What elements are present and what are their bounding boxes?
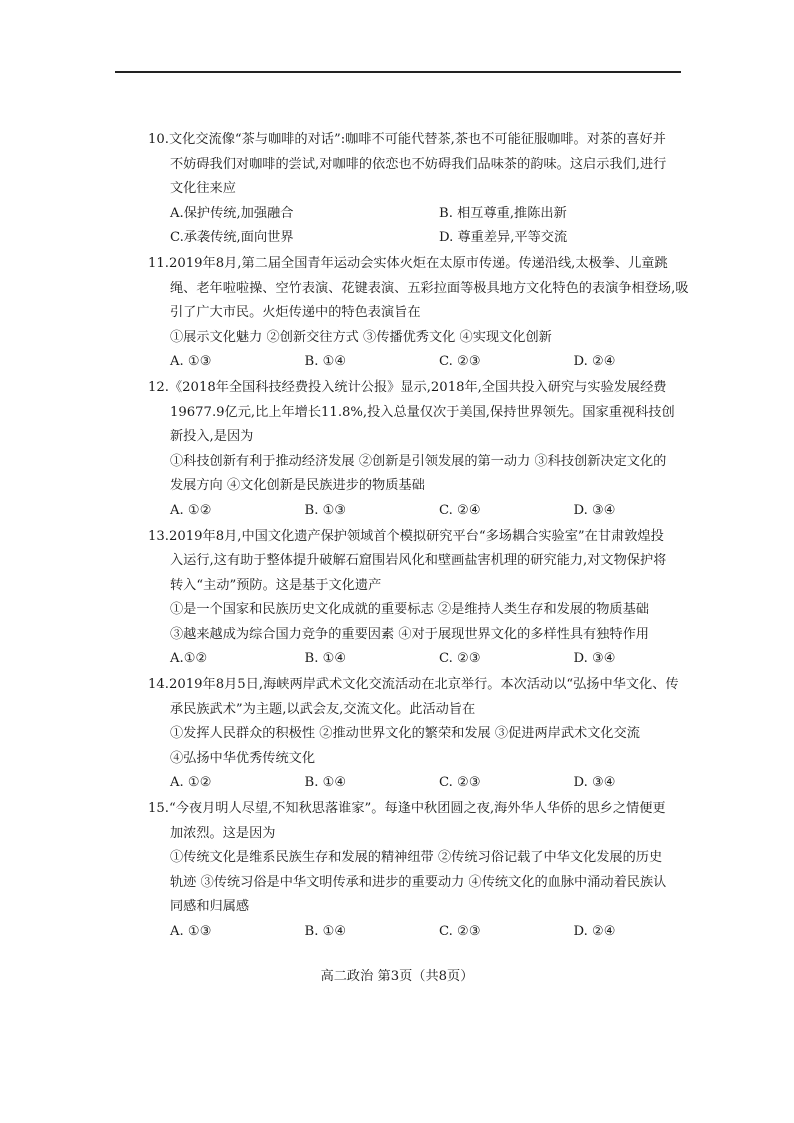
option-a[interactable]: A. ①② — [170, 775, 212, 790]
question-15 — [148, 797, 708, 944]
statement-line: 发展方向 ④文化创新是民族进步的物质基础 — [170, 478, 425, 493]
statement-line: ①发挥人民群众的积极性 ②推动世界文化的繁荣和发展 ③促进两岸武术文化交流 — [170, 726, 640, 741]
stem-line: 10.文化交流像“茶与咖啡的对话”:咖啡不可能代替茶,茶也不可能征服咖啡。对茶的喜好并 — [148, 132, 666, 147]
stem-line: 转入“主动”预防。这是基于文化遗产 — [170, 577, 382, 593]
option-b[interactable]: B. 相互尊重,推陈出新 — [439, 205, 567, 221]
option-b[interactable]: B. ①④ — [304, 354, 347, 369]
exam-content — [148, 128, 708, 946]
options-row — [148, 202, 708, 227]
question-stem — [148, 673, 708, 722]
question-14 — [148, 673, 708, 796]
statement-line: ③越来越成为综合国力竞争的重要因素 ④对于展现世界文化的多样性具有独特作用 — [170, 626, 649, 642]
statement-line: 同感和归属感 — [170, 899, 250, 914]
question-stem — [148, 376, 708, 450]
question-stem — [148, 128, 708, 202]
option-d[interactable]: D. 尊重差异,平等交流 — [439, 230, 568, 245]
option-a[interactable]: A.保护传统,加强融合 — [170, 205, 294, 221]
option-c[interactable]: C.承袭传统,面向世界 — [170, 230, 294, 245]
question-stem — [148, 252, 708, 326]
option-c[interactable]: C. ②③ — [439, 354, 481, 369]
statement-line: 轨迹 ③传统习俗是中华文明传承和进步的重要动力 ④传统文化的血脉中涌动着民族认 — [170, 874, 667, 890]
stem-line: 13.2019年8月,中国文化遗产保护领域首个模拟研究平台“多场耦合实验室”在甘肃敦煌投 — [148, 528, 664, 544]
option-b[interactable]: B. ①④ — [304, 651, 347, 666]
option-b[interactable]: B. ①④ — [304, 775, 347, 790]
statement-line: ④弘扬中华优秀传统文化 — [170, 750, 316, 766]
stem-line: 文化往来应 — [170, 181, 236, 196]
question-stem — [148, 797, 708, 846]
stem-line: 14.2019年8月5日,海峡两岸武术文化交流活动在北京举行。本次活动以“弘扬中华文化、传 — [148, 677, 679, 692]
options-row — [148, 350, 708, 375]
option-c[interactable]: C. ②③ — [439, 651, 481, 666]
stem-line: 11.2019年8月,第二届全国青年运动会实体火炬在太原市传递。传递沿线,太极拳、儿童跳 — [148, 256, 668, 271]
option-c[interactable]: C. ②④ — [439, 502, 481, 518]
options-row — [148, 647, 708, 672]
question-13 — [148, 525, 708, 672]
option-d[interactable]: D. ③④ — [573, 502, 616, 518]
stem-line: 新投入,是因为 — [170, 429, 254, 444]
statement-line: ①展示文化魅力 ②创新交往方式 ③传播优秀文化 ④实现文化创新 — [170, 329, 552, 345]
option-d[interactable]: D. ③④ — [573, 775, 616, 790]
option-d[interactable]: D. ②④ — [573, 354, 616, 369]
stem-line: 15.“今夜月明人尽望,不知秋思落谁家”。每逢中秋团圆之夜,海外华人华侨的思乡之情便更 — [148, 801, 666, 816]
stem-line: 引了广大市民。火炬传递中的特色表演旨在 — [170, 305, 421, 320]
stem-line: 入运行,这有助于整体提升破解石窟围岩风化和壁画盐害机理的研究能力,对文物保护将 — [170, 553, 667, 568]
statement-line: ①传统文化是维系民族生存和发展的精神纽带 ②传统习俗记载了中华文化发展的历史 — [170, 850, 663, 865]
question-11 — [148, 252, 708, 375]
header-rule — [115, 71, 681, 73]
option-c[interactable]: C. ②③ — [439, 775, 481, 790]
stem-line: 承民族武术”为主题,以武会友,交流文化。此活动旨在 — [170, 701, 476, 717]
option-b[interactable]: B. ①③ — [304, 502, 347, 518]
statement-line: ①是一个国家和民族历史文化成就的重要标志 ②是维持人类生存和发展的物质基础 — [170, 602, 649, 617]
option-a[interactable]: A.①② — [170, 651, 208, 666]
options-row — [148, 771, 708, 796]
statement-line: ①科技创新有利于推动经济发展 ②创新是引领发展的第一动力 ③科技创新决定文化的 — [170, 453, 667, 469]
stem-line: 12.《2018年全国科技经费投入统计公报》显示,2018年,全国共投入研究与实验发展经费 — [148, 380, 667, 395]
option-a[interactable]: A. ①② — [170, 502, 212, 518]
question-stem — [148, 525, 708, 599]
page-footer: 高二政治 第3页（共8页） — [320, 969, 474, 984]
stem-line: 绳、老年啦啦操、空竹表演、花键表演、五彩拉面等极具地方文化特色的表演争相登场,吸 — [170, 280, 689, 296]
question-10 — [148, 128, 708, 251]
question-12 — [148, 376, 708, 523]
options-row — [148, 499, 708, 524]
stem-line: 不妨碍我们对咖啡的尝试,对咖啡的依恋也不妨碍我们品味茶的韵味。这启示我们,进行 — [170, 156, 667, 172]
options-row — [148, 226, 708, 251]
stem-line: 19677.9亿元,比上年增长11.8%,投入总量仅次于美国,保持世界领先。国家重视科技创 — [170, 404, 675, 420]
option-d[interactable]: D. ③④ — [573, 651, 616, 666]
option-a[interactable]: A. ①③ — [170, 354, 212, 369]
option-c[interactable]: C. ②③ — [439, 923, 481, 939]
option-d[interactable]: D. ②④ — [573, 923, 616, 939]
stem-line: 加浓烈。这是因为 — [170, 825, 276, 841]
option-a[interactable]: A. ①③ — [170, 923, 212, 939]
options-row — [148, 920, 708, 945]
option-b[interactable]: B. ①④ — [304, 923, 347, 939]
